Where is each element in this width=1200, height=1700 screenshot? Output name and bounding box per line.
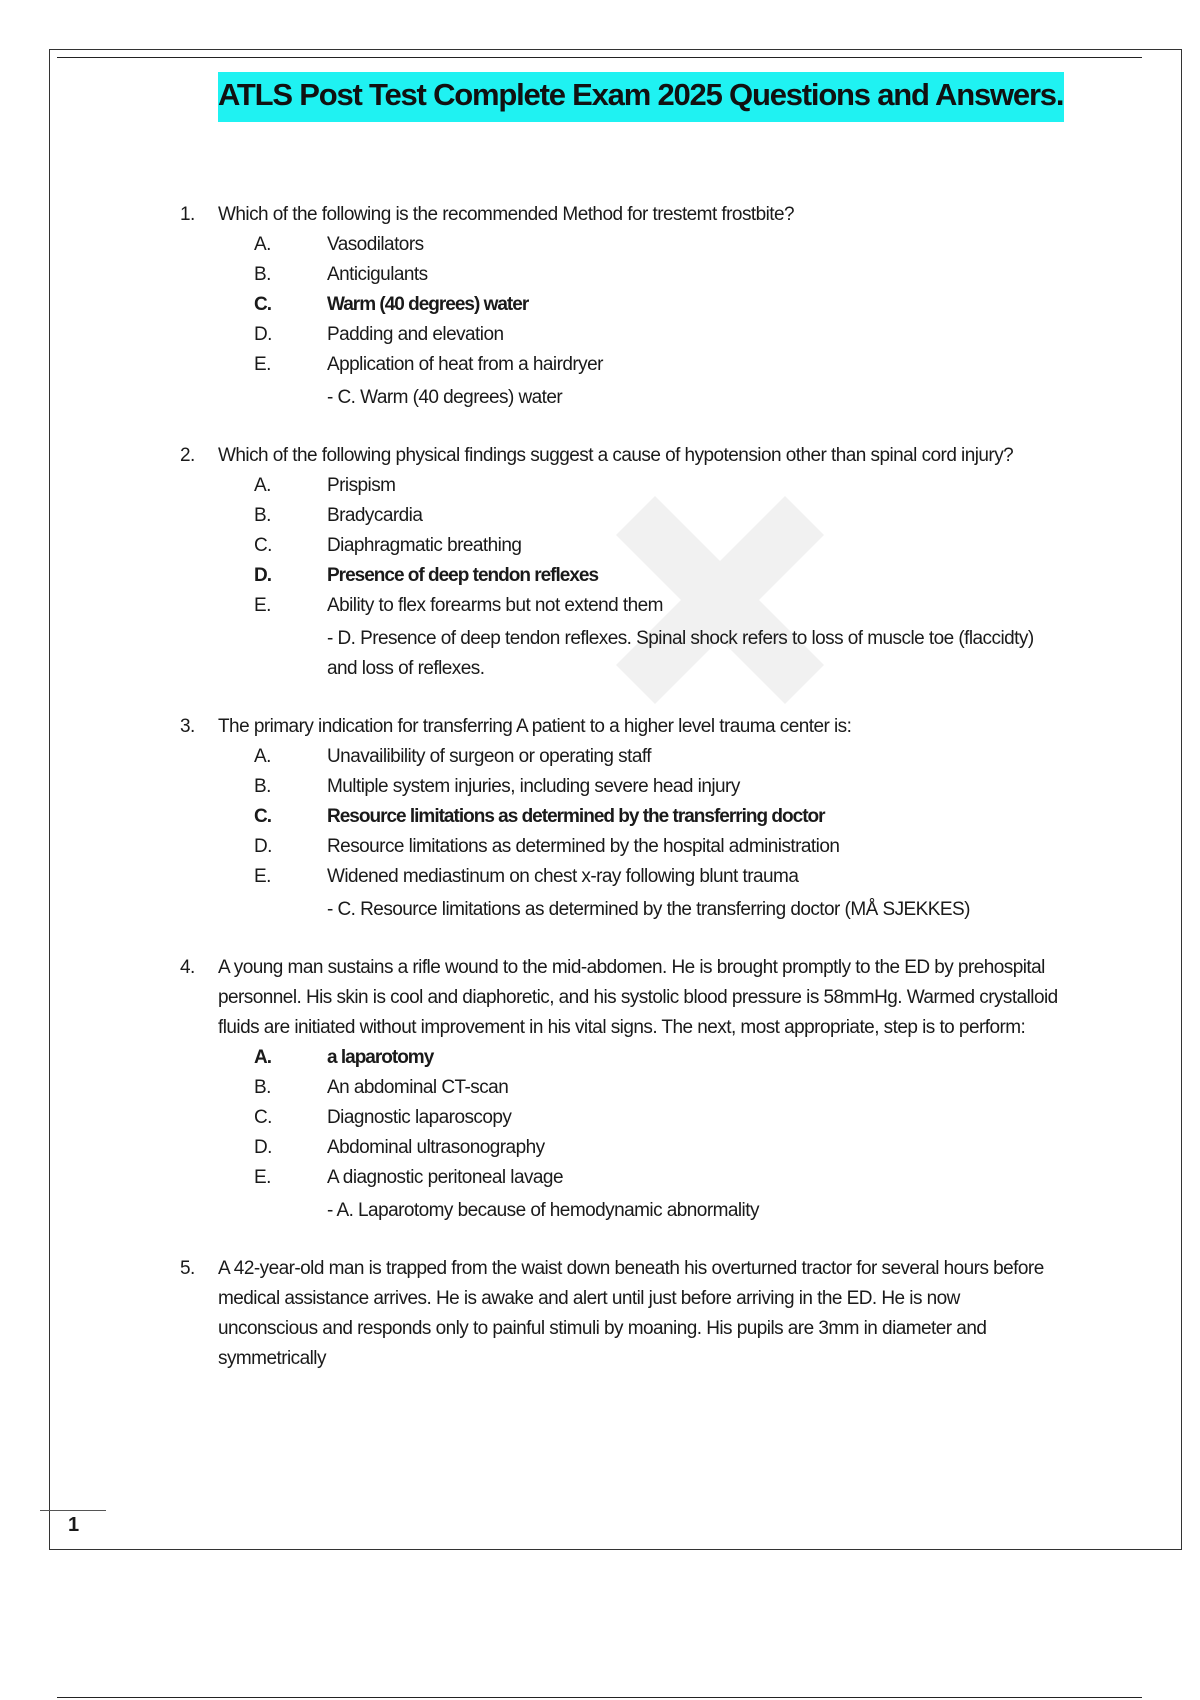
option-e [180,591,1060,621]
question-3 [180,712,1060,925]
option-b [180,260,1060,290]
option-c-correct [180,290,1060,320]
option-letter: C. [254,1107,272,1128]
option-e [180,350,1060,380]
question-number: 4. [180,957,195,978]
option-text: A diagnostic peritoneal lavage [327,1167,563,1188]
question-text: Which of the following is the recommended Method for trestemt frostbite? [218,204,795,225]
question-number: 2. [180,445,195,466]
top-rule [57,57,1142,58]
option-letter: B. [254,264,271,285]
question-number: 5. [180,1258,195,1279]
option-text: Resource limitations as determined by the hospital administration [327,836,840,857]
option-text: Warm (40 degrees) water [327,294,529,315]
question-text: A 42-year-old man is trapped from the waist down beneath his overturned tractor for several hours before medical assistance arrives. He is awake and alert until just before arriving in the ED. He is now unconscious and responds only to painful stimuli by moaning. His pupils are 3mm in diameter and symmetrically [218,1258,1044,1369]
option-letter: E. [254,866,271,887]
option-d-correct [180,561,1060,591]
option-letter: D. [254,836,272,857]
answer-explanation: - D. Presence of deep tendon reflexes. Spinal shock refers to loss of muscle toe (flaccidty) and loss of reflexes. [327,628,1034,679]
option-text: Bradycardia [327,505,423,526]
option-letter: B. [254,505,271,526]
option-a [180,230,1060,260]
footer-rule [40,1510,106,1511]
option-c-correct [180,802,1060,832]
option-letter: B. [254,1077,271,1098]
next-page-top-rule [57,1697,1142,1698]
option-e [180,1163,1060,1193]
option-a-correct [180,1043,1060,1073]
option-letter: D. [254,565,271,586]
question-2 [180,441,1060,684]
option-b [180,1073,1060,1103]
option-text: Diagnostic laparoscopy [327,1107,512,1128]
question-number: 1. [180,204,195,225]
answer-explanation: - C. Resource limitations as determined by the transferring doctor (MÅ SJEKKES) [327,899,970,920]
question-list [180,200,1060,1402]
option-a [180,742,1060,772]
option-letter: C. [254,294,271,315]
document-title: ATLS Post Test Complete Exam 2025 Questions and Answers. [218,77,1064,112]
question-text: The primary indication for transferring A patient to a higher level trauma center is: [218,716,852,737]
option-letter: B. [254,776,271,797]
option-letter: A. [254,234,271,255]
question-1 [180,200,1060,413]
option-text: Prispism [327,475,396,496]
option-c [180,531,1060,561]
answer-explanation: - A. Laparotomy because of hemodynamic abnormality [327,1200,759,1221]
option-letter: D. [254,324,272,345]
option-text: Multiple system injuries, including severe head injury [327,776,740,797]
option-text: Vasodilators [327,234,424,255]
option-text: Diaphragmatic breathing [327,535,522,556]
option-letter: E. [254,354,271,375]
option-text: Application of heat from a hairdryer [327,354,603,375]
question-text: A young man sustains a rifle wound to the mid-abdomen. He is brought promptly to the ED by prehospital personnel. His skin is cool and diaphoretic, and his systolic blood pressure is 58mmHg. Warmed crystalloid fluids are initiated without improvement in his vital signs. The next, most appropriate, step is to perform: [218,957,1058,1038]
option-text: Unavailibility of surgeon or operating staff [327,746,651,767]
question-5 [180,1254,1060,1374]
option-text: Padding and elevation [327,324,504,345]
option-text: Ability to flex forearms but not extend them [327,595,663,616]
answer-explanation: - C. Warm (40 degrees) water [327,387,563,408]
option-text: Presence of deep tendon reflexes [327,565,599,586]
option-letter: E. [254,1167,271,1188]
option-d [180,320,1060,350]
option-letter: D. [254,1137,272,1158]
option-b [180,772,1060,802]
option-text: Resource limitations as determined by the transferring doctor [327,806,825,827]
option-letter: C. [254,806,271,827]
option-a [180,471,1060,501]
option-text: a laparotomy [327,1047,434,1068]
option-letter: A. [254,1047,271,1068]
option-e [180,862,1060,892]
option-letter: E. [254,595,271,616]
question-text: Which of the following physical findings suggest a cause of hypotension other than spinal cord injury? [218,445,1014,466]
option-letter: C. [254,535,272,556]
option-d [180,1133,1060,1163]
option-text: Widened mediastinum on chest x-ray following blunt trauma [327,866,799,887]
option-text: Anticigulants [327,264,428,285]
option-letter: A. [254,746,271,767]
question-number: 3. [180,716,195,737]
option-d [180,832,1060,862]
option-text: An abdominal CT-scan [327,1077,509,1098]
option-b [180,501,1060,531]
option-letter: A. [254,475,271,496]
option-text: Abdominal ultrasonography [327,1137,545,1158]
page-number: 1 [68,1514,80,1536]
option-c [180,1103,1060,1133]
question-4 [180,953,1060,1226]
